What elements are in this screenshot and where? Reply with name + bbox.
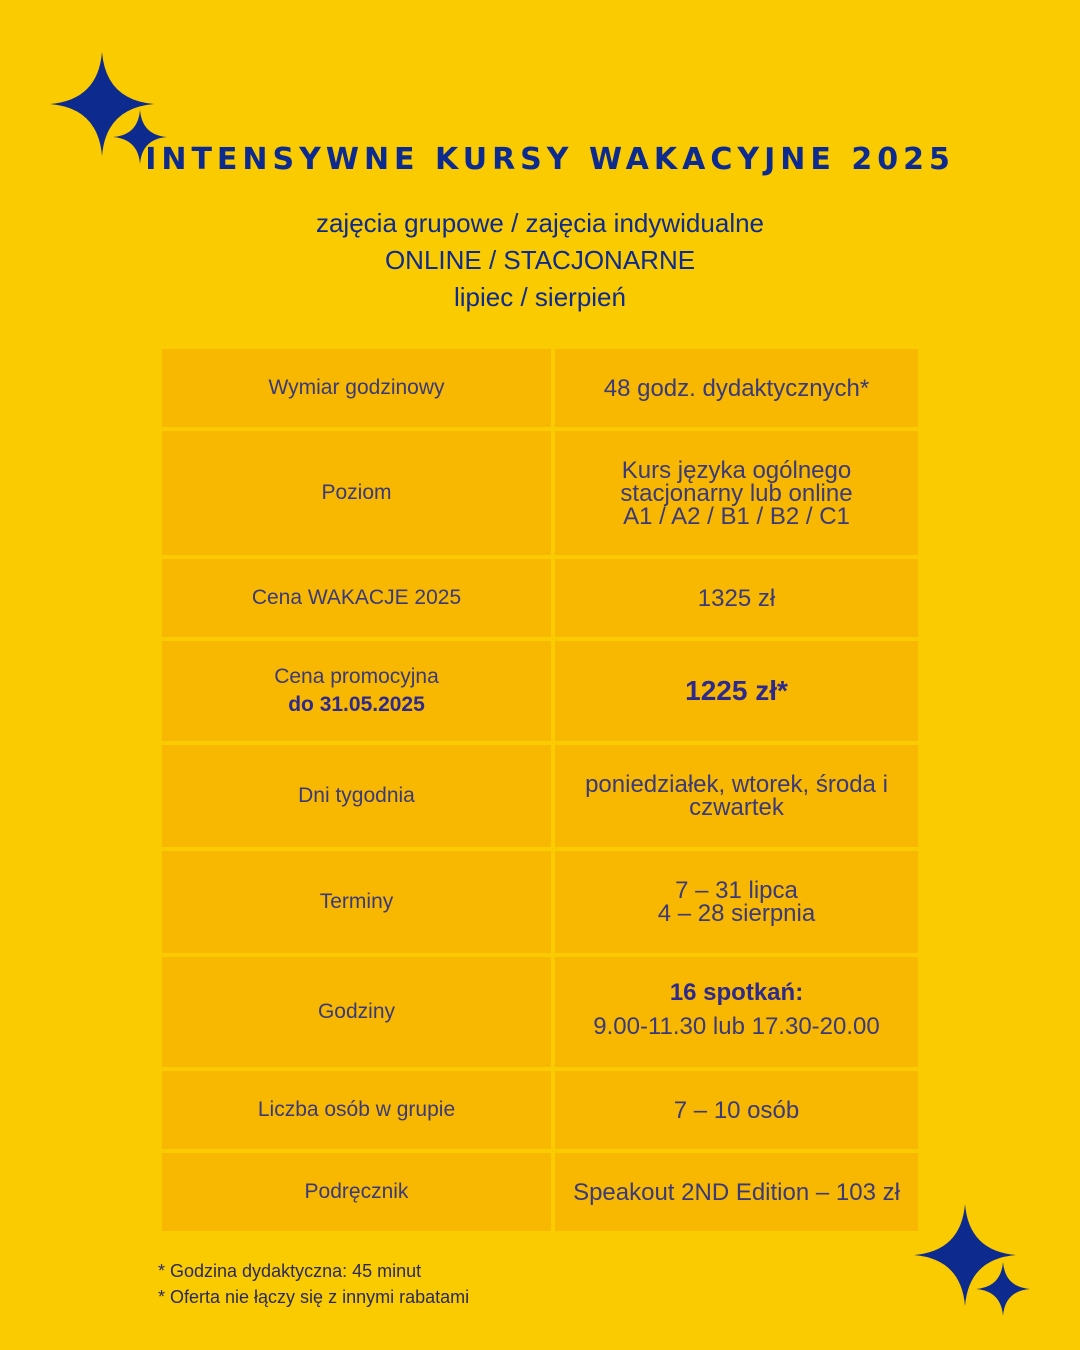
row-label: Podręcznik — [162, 1153, 551, 1231]
value-line: czwartek — [689, 794, 784, 821]
value-line: Kurs języka ogólnego — [621, 456, 852, 484]
table-row — [162, 957, 918, 1067]
value-line: poniedziałek, wtorek, środa i — [585, 771, 888, 798]
row-label: Liczba osób w grupie — [162, 1071, 551, 1149]
label-line: Cena promocyjna — [274, 665, 439, 688]
table-row — [162, 559, 918, 637]
subtitle-lesson-type: zajęcia grupowe / zajęcia indywidualne — [315, 208, 765, 238]
row-label: Poziom — [162, 431, 551, 555]
row-label: Cena WAKACJE 2025 — [162, 559, 551, 637]
promo-price: 1225 zł* — [685, 674, 788, 706]
table-row — [162, 641, 918, 741]
table-row — [162, 349, 918, 427]
row-value — [555, 431, 918, 555]
row-label: Dni tygodnia — [162, 745, 551, 847]
value-line: 9.00-11.30 lub 17.30-20.00 — [593, 1013, 880, 1040]
row-value — [555, 745, 918, 847]
row-label: Godziny — [162, 957, 551, 1067]
value-line: 4 – 28 sierpnia — [657, 900, 816, 927]
footnote: * Oferta nie łączy się z innymi rabatami — [158, 1287, 470, 1307]
table-row — [162, 851, 918, 953]
offer-table — [158, 345, 922, 1235]
subtitle-months: lipiec / sierpień — [454, 282, 626, 312]
value-line: 7 – 31 lipca — [675, 877, 798, 904]
row-value — [555, 957, 918, 1067]
row-label: Terminy — [162, 851, 551, 953]
row-value — [555, 851, 918, 953]
value-line-bold: 16 spotkań: — [669, 979, 804, 1006]
subtitle-mode: ONLINE / STACJONARNE — [384, 245, 696, 275]
row-label: Wymiar godzinowy — [162, 349, 551, 427]
subtitle-block — [0, 205, 1080, 316]
row-value: Speakout 2ND Edition – 103 zł — [555, 1153, 918, 1231]
value-line: stacjonarny lub online — [620, 479, 853, 507]
table-row — [162, 745, 918, 847]
page-title: INTENSYWNE KURSY WAKACYJNE 2025 — [145, 142, 955, 177]
table-row — [162, 1071, 918, 1149]
row-label — [162, 641, 551, 741]
footnotes — [158, 1258, 469, 1310]
row-value: 48 godz. dydaktycznych* — [555, 349, 918, 427]
sparkle-star-icon — [976, 1262, 1030, 1316]
row-value: 1325 zł — [555, 559, 918, 637]
value-line: A1 / A2 / B1 / B2 / C1 — [623, 502, 850, 530]
footnote: * Godzina dydaktyczna: 45 minut — [158, 1261, 422, 1281]
table-row — [162, 1153, 918, 1231]
row-value: 7 – 10 osób — [555, 1071, 918, 1149]
row-value — [555, 641, 918, 741]
label-date: do 31.05.2025 — [288, 693, 425, 716]
table-row — [162, 431, 918, 555]
